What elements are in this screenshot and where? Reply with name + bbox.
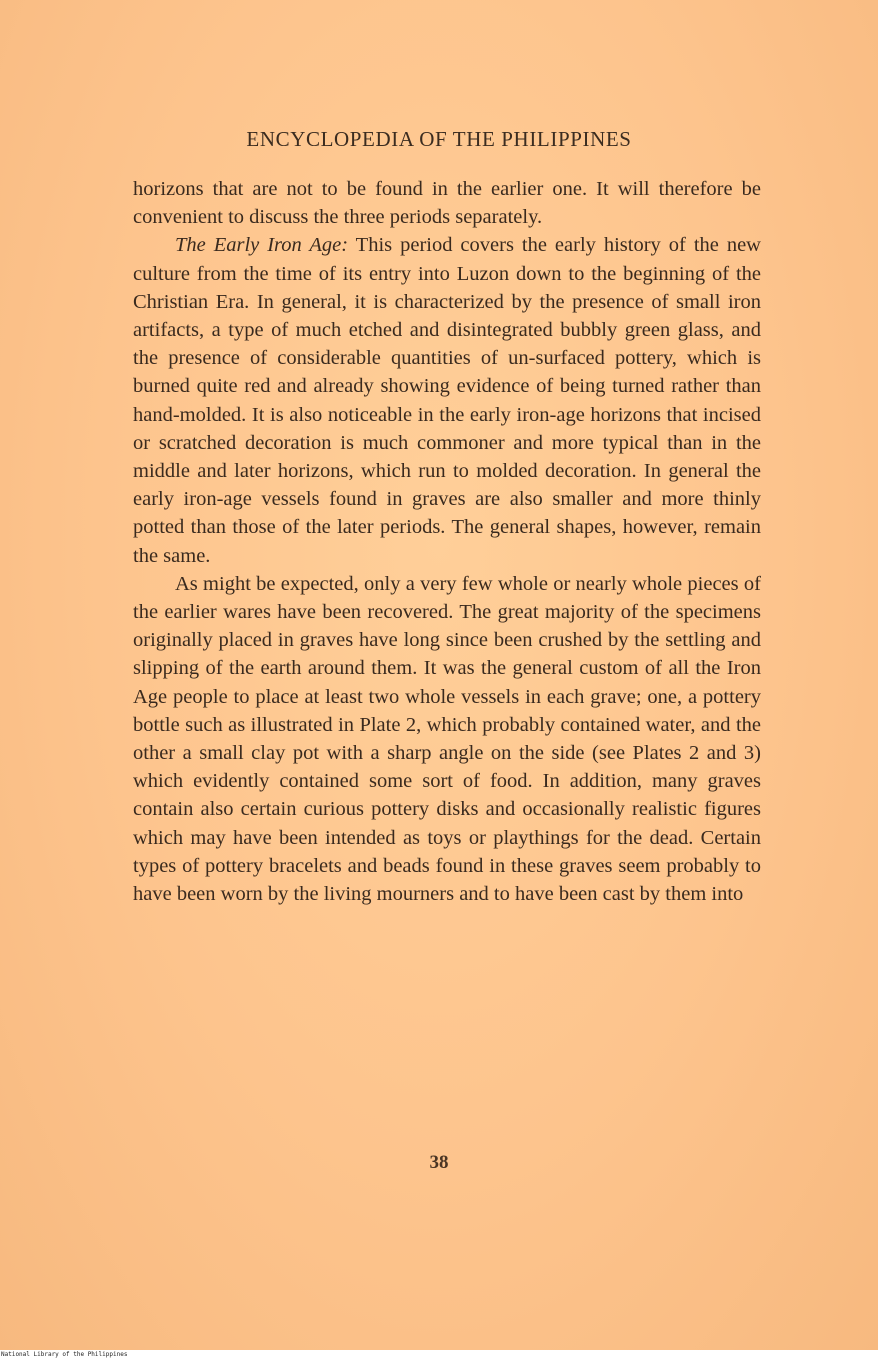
- library-credit: National Library of the Philippines: [1, 1351, 128, 1358]
- body-text: [133, 175, 761, 908]
- paragraph-2: [133, 231, 761, 569]
- paragraph-1: horizons that are not to be found in the earlier one. It will therefore be convenient to discuss the three periods separately.: [133, 178, 761, 229]
- page-number: 38: [429, 1152, 449, 1173]
- paragraph-3: As might be expected, only a very few whole or nearly whole pieces of the earlier wares have been recovered. The great majority of the specimens originally placed in graves have long since been crushed by the settling and slipping of the earth around them. It was the general custom of all the Iron Age people to place at least two whole vessels in each grave; one, a pottery bottle such as illustrated in Plate 2, which probably contained water, and the other a small clay pot with a sharp angle on the side (see Plates 2 and 3) which evidently contained some sort of food. In addition, many graves contain also certain curious pottery disks and occasionally realistic figures which may have been intended as toys or playthings for the dead. Certain types of pottery bracelets and beads found in these graves seem probably to have been worn by the living mourners and to have been cast by them into: [133, 572, 761, 906]
- running-head: ENCYCLOPEDIA OF THE PHILIPPINES: [246, 127, 632, 151]
- section-heading-early-iron-age: The Early Iron Age:: [175, 234, 349, 257]
- paragraph-2-text: This period covers the early history of the new culture from the time of its entry into Luzon down to the beginning of the Christian Era. In general, it is characterized by the presence of small iron artifacts, a type of much etched and disintegrated bubbly green glass, and the presence of considerable quantities of un-surfaced pottery, which is burned quite red and already showing evidence of being turned rather than hand-molded. It is also noticeable in the early iron-age horizons that incised or scratched decoration is much commoner and more typical than in the middle and later horizons, which run to molded decoration. In general the early iron-age vessels found in graves are also smaller and more thinly potted than those of the later periods. The general shapes, however, remain the same.: [133, 234, 761, 567]
